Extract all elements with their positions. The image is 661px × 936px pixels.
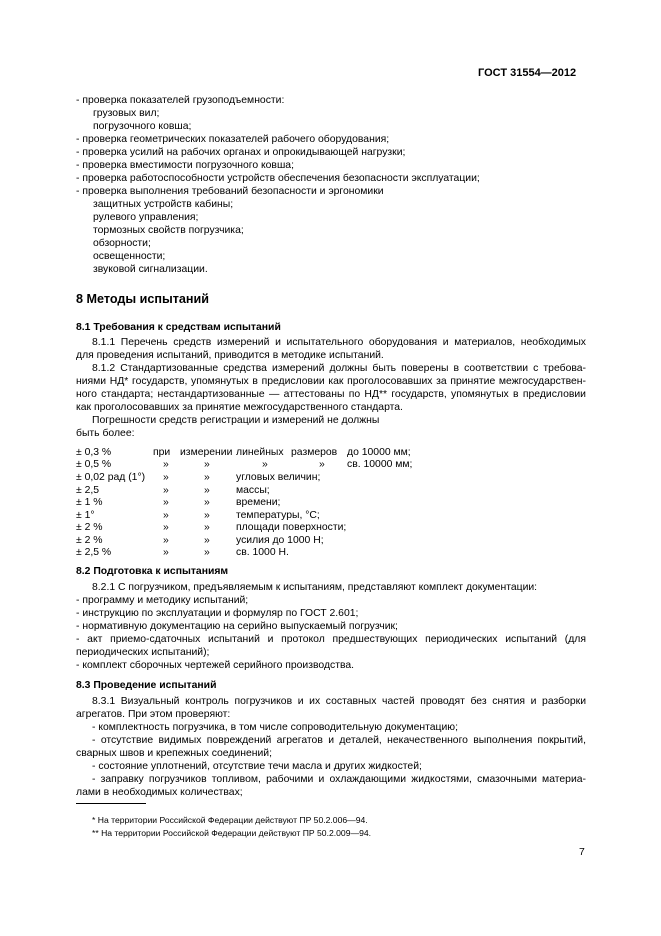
table-cell: измерении (180, 447, 233, 458)
table-cell: » (204, 497, 210, 508)
list-item: - проверка геометрических показателей рабочего оборудования; (76, 134, 390, 145)
table-cell: » (204, 547, 210, 558)
table-cell: » (163, 485, 169, 496)
footnote: ** На территории Российской Федерации действуют ПР 50.2.009—94. (92, 828, 372, 838)
table-cell: » (204, 485, 210, 496)
list-item: - проверка показателей грузоподъемности: (76, 95, 285, 106)
list-item: защитных устройств кабины; (93, 199, 234, 210)
list-item: сварных швов и крепежных соединений; (76, 748, 272, 759)
section-8-heading: 8 Методы испытаний (76, 292, 209, 306)
table-cell: » (204, 459, 210, 470)
footnote-divider (76, 803, 146, 804)
table-cell: » (204, 522, 210, 533)
list-item: - комплект сборочных чертежей серийного производства. (76, 660, 355, 671)
tolerance-value: ± 0,3 % (76, 447, 112, 458)
list-item: - состояние уплотнений, отсутствие течи масла и других жидкостей; (92, 761, 422, 772)
table-cell: » (163, 522, 169, 533)
error-paragraph-line: быть более: (76, 428, 135, 439)
tolerance-value: ± 2,5 (76, 485, 100, 496)
list-item: тормозных свойств погрузчика; (93, 225, 244, 236)
table-cell: » (204, 510, 210, 521)
list-item: обзорности; (93, 238, 151, 249)
paragraph-8-1-2-line: ного стандарта; нестандартизованные — аттестованы по НД** государств, упомянутых в предисловии (76, 389, 586, 400)
list-item: - проверка выполнения требований безопасности и эргономики (76, 186, 384, 197)
list-item: - нормативную документацию на серийно выпускаемый погрузчик; (76, 621, 398, 632)
table-cell: » (163, 459, 169, 470)
table-cell: св. 1000 Н. (236, 547, 289, 558)
paragraph-8-2-1: 8.2.1 С погрузчиком, предъявляемым к испытаниям, представляют комплект документации: (92, 582, 538, 593)
list-item: звуковой сигнализации. (93, 264, 208, 275)
table-cell: времени; (236, 497, 281, 508)
tolerance-value: ± 0,5 % (76, 459, 112, 470)
table-cell: площади поверхности; (236, 522, 347, 533)
table-cell: размеров (291, 447, 338, 458)
paragraph-8-1-1-line: 8.1.1 Перечень средств измерений и испытательного оборудования и материалов, необходимых (92, 337, 586, 348)
list-item: - проверка усилий на рабочих органах и опрокидывающей нагрузки; (76, 147, 406, 158)
table-cell: » (163, 535, 169, 546)
list-item: погрузочного ковша; (93, 121, 192, 132)
table-cell: св. 10000 мм; (347, 459, 413, 470)
table-cell: » (204, 535, 210, 546)
section-8-2-heading: 8.2 Подготовка к испытаниям (76, 566, 229, 577)
tolerance-value: ± 0,02 рад (1°) (76, 472, 146, 483)
table-cell: температуры, °С; (236, 510, 320, 521)
paragraph-8-1-2-line: как проголосовавших за принятие межгосударственного стандарта. (76, 402, 403, 413)
list-item: - инструкцию по эксплуатации и формуляр по ГОСТ 2.601; (76, 608, 359, 619)
table-cell: » (262, 459, 268, 470)
paragraph-8-3-1-line: агрегатов. При этом проверяют: (76, 709, 231, 720)
list-item: освещенности; (93, 251, 166, 262)
error-paragraph-line: Погрешности средств регистрации и измерений не должны (92, 415, 380, 426)
table-cell: при (153, 447, 171, 458)
table-cell: массы; (236, 485, 270, 496)
list-item: - комплектность погрузчика, в том числе сопроводительную документацию; (92, 722, 458, 733)
list-item: рулевого управления; (93, 212, 199, 223)
list-item: - проверка вместимости погрузочного ковша; (76, 160, 294, 171)
table-cell: угловых величин; (236, 472, 321, 483)
table-cell: » (163, 472, 169, 483)
footnote: * На территории Российской Федерации действуют ПР 50.2.006—94. (92, 815, 368, 825)
paragraph-8-1-2-line: ниями НД* государств, упомянутых в предисловии как проголосовавших за принятие межгосударствен- (76, 376, 586, 387)
list-item: периодических испытаний); (76, 647, 210, 658)
tolerance-value: ± 1° (76, 510, 95, 521)
table-cell: » (163, 510, 169, 521)
table-cell: до 10000 мм; (347, 447, 411, 458)
document-code: ГОСТ 31554—2012 (478, 67, 577, 79)
table-cell: усилия до 1000 Н; (236, 535, 324, 546)
tolerance-value: ± 1 % (76, 497, 103, 508)
list-item: - программу и методику испытаний; (76, 595, 249, 606)
table-cell: » (204, 472, 210, 483)
paragraph-8-1-1-line: для проведения испытаний, приводится в методике испытаний. (76, 350, 384, 361)
paragraph-8-3-1-line: 8.3.1 Визуальный контроль погрузчиков и их составных частей проводят без снятия и разборки (92, 696, 586, 707)
page-number: 7 (579, 847, 585, 858)
table-cell: » (319, 459, 325, 470)
list-item: - акт приемо-сдаточных испытаний и протокол предшествующих периодических испытаний (для (76, 634, 586, 645)
paragraph-8-1-2-line: 8.1.2 Стандартизованные средства измерений должны быть поверены в соответствии с требова- (92, 363, 586, 374)
list-item: лами в необходимых количествах; (76, 787, 243, 798)
tolerance-value: ± 2,5 % (76, 547, 112, 558)
section-8-1-heading: 8.1 Требования к средствам испытаний (76, 322, 281, 333)
list-item: грузовых вил; (93, 108, 160, 119)
section-8-3-heading: 8.3 Проведение испытаний (76, 680, 217, 691)
table-cell: » (163, 547, 169, 558)
table-cell: » (163, 497, 169, 508)
list-item: - проверка работоспособности устройств обеспечения безопасности эксплуатации; (76, 173, 480, 184)
list-item: - отсутствие видимых повреждений агрегатов и деталей, некачественного выполнения покрытий, (92, 735, 586, 746)
table-cell: линейных (236, 447, 284, 458)
tolerance-value: ± 2 % (76, 535, 103, 546)
tolerance-value: ± 2 % (76, 522, 103, 533)
list-item: - заправку погрузчиков топливом, рабочими и охлаждающими жидкостями, смазочными материа- (92, 774, 586, 785)
